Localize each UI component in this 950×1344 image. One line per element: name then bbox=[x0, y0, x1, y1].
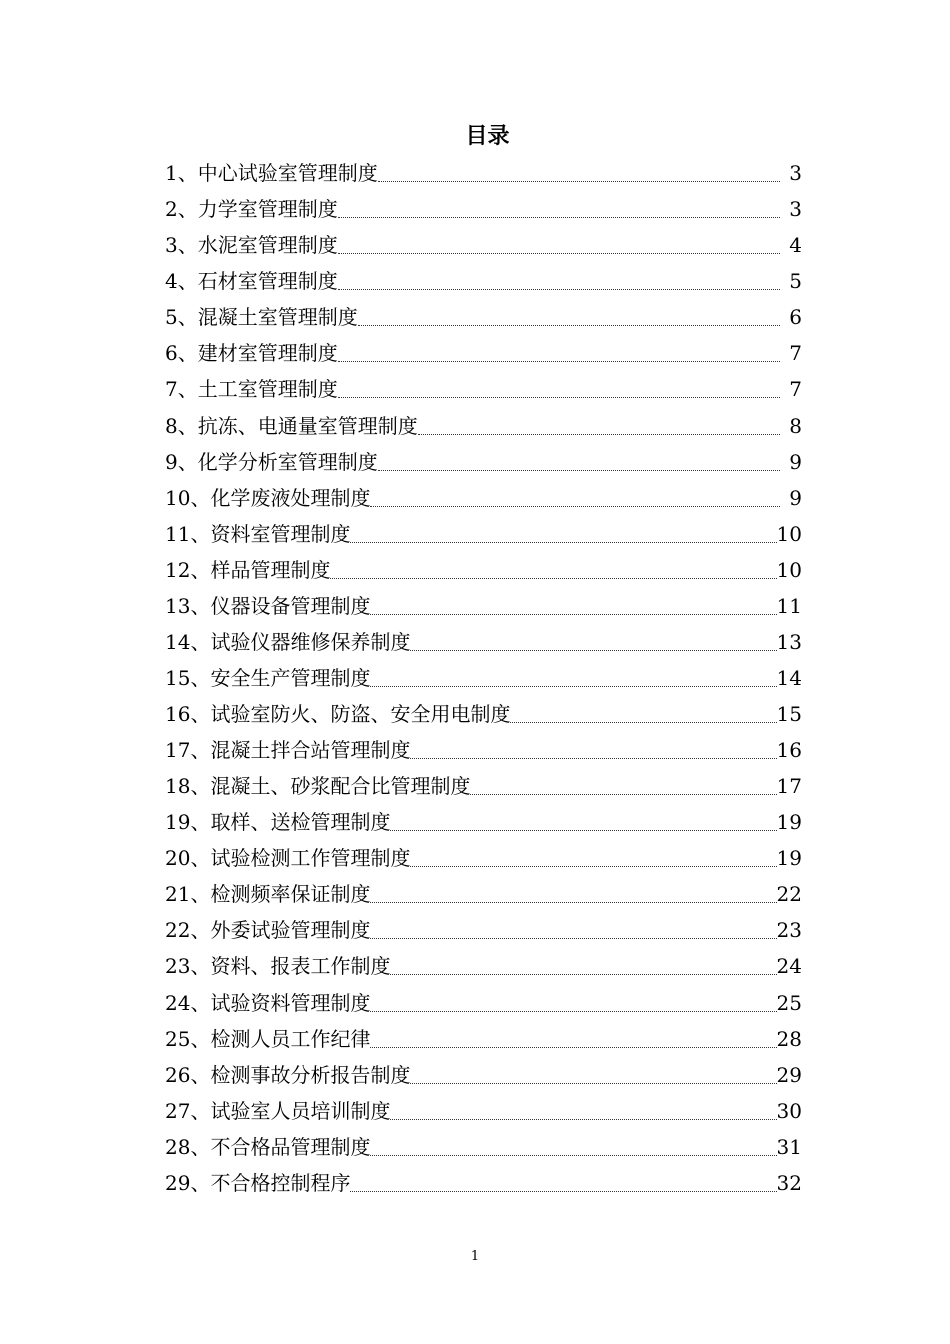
toc-entry-page: 4 bbox=[789, 233, 802, 258]
toc-entry[interactable] bbox=[165, 804, 805, 840]
toc-entry-number: 11、 bbox=[165, 521, 211, 546]
toc-entry-label: 试验检测工作管理制度 bbox=[210, 846, 411, 871]
toc-entry-page: 24 bbox=[776, 954, 802, 979]
toc-entry-page: 9 bbox=[789, 485, 802, 510]
toc-dot-leader bbox=[370, 1047, 776, 1048]
toc-entry[interactable] bbox=[165, 588, 805, 624]
toc-dot-leader bbox=[370, 1155, 776, 1156]
toc-entry-label: 样品管理制度 bbox=[210, 557, 331, 582]
toc-entry-number: 26、 bbox=[165, 1062, 211, 1087]
toc-dot-leader bbox=[358, 325, 780, 326]
toc-dot-leader bbox=[370, 938, 776, 939]
toc-dot-leader bbox=[378, 181, 780, 182]
toc-entry[interactable] bbox=[165, 516, 805, 552]
toc-entry-number: 28、 bbox=[165, 1134, 211, 1159]
toc-entry-label: 混凝土拌合站管理制度 bbox=[210, 738, 411, 763]
toc-entry[interactable] bbox=[165, 876, 805, 912]
toc-entry-page: 14 bbox=[776, 665, 802, 690]
toc-entry-page: 29 bbox=[776, 1062, 802, 1087]
toc-entry-number: 27、 bbox=[165, 1098, 211, 1123]
toc-entry-label: 外委试验管理制度 bbox=[210, 918, 371, 943]
toc-entry[interactable] bbox=[165, 768, 805, 804]
toc-entry[interactable] bbox=[165, 948, 805, 984]
toc-entry[interactable] bbox=[165, 299, 805, 335]
toc-entry-number: 12、 bbox=[165, 557, 211, 582]
toc-entry[interactable] bbox=[165, 1021, 805, 1057]
toc-entry-number: 3、 bbox=[165, 233, 198, 258]
toc-entry[interactable] bbox=[165, 335, 805, 371]
toc-entry-label: 试验仪器维修保养制度 bbox=[210, 629, 411, 654]
toc-entry-number: 19、 bbox=[165, 810, 211, 835]
toc-entry[interactable] bbox=[165, 191, 805, 227]
toc-dot-leader bbox=[390, 830, 776, 831]
toc-dot-leader bbox=[510, 722, 776, 723]
toc-entry[interactable] bbox=[165, 407, 805, 443]
toc-entry-page: 25 bbox=[776, 990, 802, 1015]
toc-entry-label: 取样、送检管理制度 bbox=[210, 810, 391, 835]
toc-entry-page: 3 bbox=[789, 161, 802, 186]
toc-entry-number: 23、 bbox=[165, 954, 211, 979]
toc-dot-leader bbox=[418, 434, 780, 435]
toc-entry-page: 13 bbox=[776, 629, 802, 654]
toc-entry-label: 检测事故分析报告制度 bbox=[210, 1062, 411, 1087]
toc-entry-label: 资料、报表工作制度 bbox=[210, 954, 391, 979]
toc-entry-number: 13、 bbox=[165, 593, 211, 618]
toc-entry-page: 10 bbox=[776, 557, 802, 582]
toc-entry-number: 21、 bbox=[165, 882, 211, 907]
toc-entry-page: 19 bbox=[776, 846, 802, 871]
toc-entry-label: 化学废液处理制度 bbox=[210, 485, 371, 510]
toc-entry-page: 9 bbox=[789, 449, 802, 474]
toc-entry[interactable] bbox=[165, 624, 805, 660]
toc-dot-leader bbox=[370, 506, 780, 507]
toc-entry[interactable] bbox=[165, 263, 805, 299]
toc-dot-leader bbox=[330, 578, 776, 579]
toc-dot-leader bbox=[350, 1191, 776, 1192]
toc-entry-label: 检测人员工作纪律 bbox=[210, 1026, 371, 1051]
toc-entry[interactable] bbox=[165, 912, 805, 948]
toc-entry[interactable] bbox=[165, 732, 805, 768]
toc-entry[interactable] bbox=[165, 227, 805, 263]
toc-entry-number: 20、 bbox=[165, 846, 211, 871]
toc-entry-number: 17、 bbox=[165, 738, 211, 763]
toc-entry-number: 6、 bbox=[165, 341, 198, 366]
toc-entry-number: 29、 bbox=[165, 1170, 211, 1195]
toc-entry-label: 试验室人员培训制度 bbox=[210, 1098, 391, 1123]
toc-entry-page: 30 bbox=[776, 1098, 802, 1123]
toc-entry-label: 试验室防火、防盗、安全用电制度 bbox=[210, 702, 511, 726]
toc-entry-number: 14、 bbox=[165, 629, 211, 654]
toc-dot-leader bbox=[390, 1119, 776, 1120]
toc-entry-label: 混凝土室管理制度 bbox=[197, 305, 358, 330]
toc-entry-label: 化学分析室管理制度 bbox=[197, 449, 378, 474]
toc-entry-number: 9、 bbox=[165, 449, 198, 474]
toc-entry-number: 2、 bbox=[165, 197, 198, 222]
toc-entry-label: 不合格控制程序 bbox=[210, 1170, 351, 1195]
toc-entry[interactable] bbox=[165, 1129, 805, 1165]
toc-entry-number: 25、 bbox=[165, 1026, 211, 1051]
toc-entry-label: 石材室管理制度 bbox=[197, 269, 338, 294]
toc-dot-leader bbox=[378, 470, 780, 471]
toc-entry-label: 安全生产管理制度 bbox=[210, 665, 371, 690]
toc-dot-leader bbox=[410, 650, 776, 651]
toc-entry-number: 8、 bbox=[165, 413, 198, 438]
toc-entry[interactable] bbox=[165, 660, 805, 696]
toc-entry-page: 23 bbox=[776, 918, 802, 943]
toc-entry-number: 24、 bbox=[165, 990, 211, 1015]
toc-dot-leader bbox=[370, 1011, 776, 1012]
toc-dot-leader bbox=[350, 542, 776, 543]
toc-entry[interactable] bbox=[165, 1093, 805, 1129]
toc-dot-leader bbox=[390, 974, 776, 975]
toc-list bbox=[165, 155, 805, 1201]
toc-entry-page: 10 bbox=[776, 521, 802, 546]
toc-entry-page: 11 bbox=[776, 593, 802, 618]
toc-entry[interactable] bbox=[165, 984, 805, 1020]
toc-entry-page: 32 bbox=[776, 1170, 802, 1195]
toc-dot-leader bbox=[370, 614, 776, 615]
page-number: 1 bbox=[470, 1249, 480, 1264]
toc-entry[interactable] bbox=[165, 840, 805, 876]
toc-dot-leader bbox=[410, 1083, 776, 1084]
toc-entry[interactable] bbox=[165, 444, 805, 480]
toc-entry-number: 7、 bbox=[165, 377, 198, 402]
toc-entry-number: 10、 bbox=[165, 485, 211, 510]
toc-entry-label: 混凝土、砂浆配合比管理制度 bbox=[210, 774, 471, 799]
toc-entry-page: 8 bbox=[789, 413, 802, 438]
toc-dot-leader bbox=[370, 686, 776, 687]
toc-entry-number: 22、 bbox=[165, 918, 211, 943]
toc-entry-label: 中心试验室管理制度 bbox=[197, 161, 378, 186]
toc-entry[interactable] bbox=[165, 371, 805, 407]
toc-entry-page: 5 bbox=[789, 269, 802, 294]
toc-entry-page: 16 bbox=[776, 738, 802, 763]
toc-dot-leader bbox=[338, 397, 780, 398]
toc-dot-leader bbox=[370, 902, 776, 903]
toc-entry-number: 4、 bbox=[165, 269, 198, 294]
toc-entry-number: 1、 bbox=[165, 161, 198, 186]
toc-entry-label: 土工室管理制度 bbox=[197, 377, 338, 402]
toc-dot-leader bbox=[338, 289, 780, 290]
toc-entry-page: 7 bbox=[789, 341, 802, 366]
toc-entry-label: 不合格品管理制度 bbox=[210, 1134, 371, 1159]
toc-entry-page: 7 bbox=[789, 377, 802, 402]
toc-entry[interactable] bbox=[165, 480, 805, 516]
toc-entry-number: 18、 bbox=[165, 774, 211, 799]
toc-entry-page: 17 bbox=[776, 774, 802, 799]
toc-entry-number: 5、 bbox=[165, 305, 198, 330]
toc-title: 目录 bbox=[465, 123, 510, 149]
toc-entry-label: 建材室管理制度 bbox=[197, 341, 338, 366]
toc-entry-label: 力学室管理制度 bbox=[197, 197, 338, 222]
toc-dot-leader bbox=[338, 361, 780, 362]
toc-entry-label: 水泥室管理制度 bbox=[197, 233, 338, 258]
toc-entry-page: 22 bbox=[776, 882, 802, 907]
toc-entry-page: 19 bbox=[776, 810, 802, 835]
toc-entry-label: 检测频率保证制度 bbox=[210, 882, 371, 907]
toc-dot-leader bbox=[470, 794, 776, 795]
toc-entry-page: 28 bbox=[776, 1026, 802, 1051]
toc-entry-label: 试验资料管理制度 bbox=[210, 990, 371, 1015]
toc-entry[interactable] bbox=[165, 696, 805, 732]
toc-entry-page: 3 bbox=[789, 197, 802, 222]
toc-entry-page: 6 bbox=[789, 305, 802, 330]
toc-entry-label: 仪器设备管理制度 bbox=[210, 593, 371, 618]
toc-dot-leader bbox=[410, 758, 776, 759]
toc-entry-number: 15、 bbox=[165, 665, 211, 690]
toc-entry-label: 资料室管理制度 bbox=[210, 521, 351, 546]
toc-entry-number: 16、 bbox=[165, 702, 211, 726]
toc-entry[interactable] bbox=[165, 1057, 805, 1093]
toc-dot-leader bbox=[338, 217, 780, 218]
toc-entry[interactable] bbox=[165, 1165, 805, 1201]
toc-entry[interactable] bbox=[165, 552, 805, 588]
toc-entry[interactable] bbox=[165, 155, 805, 191]
toc-entry-page: 31 bbox=[776, 1134, 802, 1159]
toc-entry-page: 15 bbox=[776, 702, 802, 726]
toc-dot-leader bbox=[338, 253, 780, 254]
toc-entry-label: 抗冻、电通量室管理制度 bbox=[197, 413, 418, 438]
toc-dot-leader bbox=[410, 866, 776, 867]
